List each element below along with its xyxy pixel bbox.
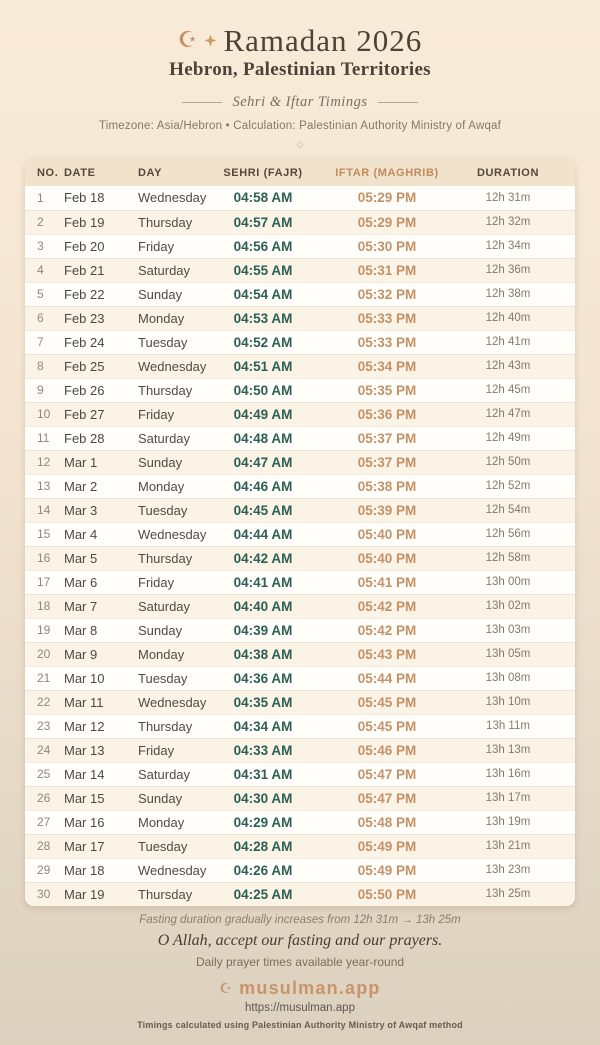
duration-cell: 12h 36m xyxy=(485,264,531,276)
brand-url: https://musulman.app xyxy=(245,1002,355,1014)
day-cell: Friday xyxy=(138,406,175,422)
iftar-time: 05:36 PM xyxy=(357,406,417,422)
table-row xyxy=(25,714,575,738)
table-row xyxy=(25,186,575,210)
duration-cell: 12h 52m xyxy=(485,480,531,492)
sehri-time: 04:47 AM xyxy=(233,454,293,470)
date-cell: Feb 25 xyxy=(64,358,105,374)
title-row xyxy=(0,25,600,56)
iftar-time: 05:34 PM xyxy=(357,358,417,374)
fasting-duration-note: Fasting duration gradually increases from 12h 31m → 13h 25m xyxy=(139,914,461,926)
iftar-time: 05:45 PM xyxy=(357,694,417,710)
sehri-time: 04:34 AM xyxy=(233,718,293,734)
duration-cell: 13h 02m xyxy=(485,600,531,612)
row-number: 22 xyxy=(37,695,51,709)
table-row xyxy=(25,498,575,522)
day-cell: Wednesday xyxy=(138,190,207,206)
day-cell: Thursday xyxy=(138,718,193,734)
row-number: 8 xyxy=(37,359,44,373)
duration-cell: 13h 13m xyxy=(485,744,531,756)
day-cell: Tuesday xyxy=(138,670,188,686)
date-cell: Mar 12 xyxy=(64,718,105,734)
iftar-time: 05:33 PM xyxy=(357,310,417,326)
location-subtitle: Hebron, Palestinian Territories xyxy=(169,59,431,80)
duration-cell: 12h 34m xyxy=(485,240,531,252)
row-number: 11 xyxy=(37,431,50,445)
date-cell: Mar 11 xyxy=(64,694,104,710)
date-cell: Mar 1 xyxy=(64,454,98,470)
date-cell: Mar 18 xyxy=(64,862,105,878)
iftar-time: 05:48 PM xyxy=(357,814,417,830)
iftar-time: 05:46 PM xyxy=(357,742,417,758)
table-row xyxy=(25,666,575,690)
day-cell: Friday xyxy=(138,238,175,254)
timetable-card xyxy=(25,159,575,906)
duration-cell: 12h 54m xyxy=(485,504,531,516)
header xyxy=(0,0,600,150)
iftar-time: 05:39 PM xyxy=(357,502,417,518)
sehri-time: 04:58 AM xyxy=(233,190,293,206)
iftar-time: 05:41 PM xyxy=(357,574,417,590)
row-number: 5 xyxy=(37,287,44,301)
date-cell: Mar 17 xyxy=(64,838,105,854)
iftar-time: 05:45 PM xyxy=(357,718,417,734)
table-row xyxy=(25,786,575,810)
divider-line-right xyxy=(378,102,418,103)
day-cell: Thursday xyxy=(138,382,193,398)
iftar-time: 05:40 PM xyxy=(357,550,417,566)
day-cell: Sunday xyxy=(138,286,183,302)
row-number: 28 xyxy=(37,839,51,853)
section-label: Sehri & Iftar Timings xyxy=(232,94,368,110)
sehri-time: 04:51 AM xyxy=(233,358,293,374)
col-header-no: NO. xyxy=(25,159,61,186)
iftar-time: 05:32 PM xyxy=(357,286,417,302)
day-cell: Wednesday xyxy=(138,862,207,878)
duration-cell: 12h 40m xyxy=(485,312,531,324)
iftar-time: 05:50 PM xyxy=(357,886,417,902)
date-cell: Mar 6 xyxy=(64,574,98,590)
table-row xyxy=(25,258,575,282)
diamond-ornament-icon: ◇ xyxy=(296,140,304,150)
table-row xyxy=(25,882,575,906)
sehri-time: 04:44 AM xyxy=(233,526,293,542)
table-row xyxy=(25,378,575,402)
row-number: 3 xyxy=(37,239,44,253)
duration-cell: 12h 49m xyxy=(485,432,531,444)
table-row xyxy=(25,546,575,570)
date-cell: Mar 19 xyxy=(64,886,105,902)
date-cell: Mar 2 xyxy=(64,478,98,494)
sehri-time: 04:50 AM xyxy=(233,382,293,398)
sehri-time: 04:35 AM xyxy=(233,694,293,710)
row-number: 12 xyxy=(37,455,51,469)
duration-cell: 13h 25m xyxy=(485,888,531,901)
duration-cell: 12h 38m xyxy=(485,288,531,300)
date-cell: Mar 14 xyxy=(64,766,105,782)
table-row xyxy=(25,426,575,450)
sehri-time: 04:33 AM xyxy=(233,742,293,758)
col-header-duration: DURATION xyxy=(459,159,575,186)
row-number: 14 xyxy=(37,503,51,517)
table-row xyxy=(25,858,575,882)
duration-cell: 13h 05m xyxy=(485,648,531,660)
col-header-day: DAY xyxy=(135,159,211,186)
date-cell: Feb 18 xyxy=(64,190,105,206)
duration-cell: 13h 11m xyxy=(486,720,530,732)
row-number: 2 xyxy=(37,215,44,229)
iftar-time: 05:35 PM xyxy=(357,382,417,398)
sehri-time: 04:45 AM xyxy=(233,502,293,518)
sehri-time: 04:30 AM xyxy=(233,790,293,806)
date-cell: Feb 21 xyxy=(64,262,105,278)
duration-cell: 12h 45m xyxy=(485,384,531,396)
date-cell: Mar 7 xyxy=(64,598,98,614)
row-number: 1 xyxy=(37,190,44,205)
table-row xyxy=(25,594,575,618)
duration-cell: 12h 50m xyxy=(485,456,531,468)
duration-cell: 13h 08m xyxy=(485,672,531,684)
duration-cell: 12h 56m xyxy=(485,528,531,540)
timetable-body xyxy=(25,186,575,906)
sehri-time: 04:56 AM xyxy=(233,238,293,254)
day-cell: Monday xyxy=(138,310,185,326)
row-number: 30 xyxy=(37,887,51,902)
brand-logo xyxy=(0,978,600,999)
row-number: 9 xyxy=(37,383,44,397)
duration-cell: 12h 41m xyxy=(485,336,531,348)
sehri-time: 04:29 AM xyxy=(233,814,293,830)
dua-quote: O Allah, accept our fasting and our prayers. xyxy=(157,932,443,949)
sehri-time: 04:52 AM xyxy=(233,334,293,350)
row-number: 13 xyxy=(37,479,51,493)
row-number: 26 xyxy=(37,791,51,805)
brand-crescent-icon: ☪ xyxy=(219,980,234,997)
table-row xyxy=(25,690,575,714)
row-number: 18 xyxy=(37,599,51,613)
day-cell: Sunday xyxy=(138,622,183,638)
duration-cell: 12h 31m xyxy=(485,191,531,204)
table-row xyxy=(25,402,575,426)
row-number: 23 xyxy=(37,719,51,733)
iftar-time: 05:49 PM xyxy=(357,838,417,854)
iftar-time: 05:47 PM xyxy=(357,790,417,806)
duration-cell: 12h 32m xyxy=(485,216,531,228)
sehri-time: 04:31 AM xyxy=(233,766,293,782)
duration-cell: 13h 23m xyxy=(485,864,531,876)
table-row xyxy=(25,570,575,594)
day-cell: Sunday xyxy=(138,454,183,470)
row-number: 15 xyxy=(37,527,51,541)
row-number: 21 xyxy=(37,671,51,685)
day-cell: Saturday xyxy=(138,598,191,614)
table-row xyxy=(25,738,575,762)
day-cell: Wednesday xyxy=(138,358,207,374)
date-cell: Feb 20 xyxy=(64,238,105,254)
date-cell: Feb 28 xyxy=(64,430,105,446)
duration-cell: 13h 17m xyxy=(485,792,531,804)
timetable-header xyxy=(25,159,575,186)
brand-name: musulman.app xyxy=(239,978,381,998)
table-row xyxy=(25,282,575,306)
date-cell: Feb 22 xyxy=(64,286,105,302)
col-header-iftar: IFTAR (MAGHRIB) xyxy=(315,159,459,186)
daily-times-note: Daily prayer times available year-round xyxy=(195,955,405,969)
sehri-time: 04:49 AM xyxy=(233,406,293,422)
table-row xyxy=(25,762,575,786)
date-cell: Feb 19 xyxy=(64,214,105,230)
iftar-time: 05:29 PM xyxy=(357,214,417,230)
duration-cell: 13h 21m xyxy=(485,840,531,852)
sehri-time: 04:36 AM xyxy=(233,670,293,686)
iftar-time: 05:49 PM xyxy=(357,862,417,878)
sehri-time: 04:26 AM xyxy=(233,862,293,878)
sehri-time: 04:54 AM xyxy=(233,286,293,302)
sehri-time: 04:46 AM xyxy=(233,478,293,494)
day-cell: Saturday xyxy=(138,766,191,782)
table-row xyxy=(25,354,575,378)
date-cell: Mar 16 xyxy=(64,814,105,830)
day-cell: Thursday xyxy=(138,214,193,230)
table-row xyxy=(25,618,575,642)
iftar-time: 05:47 PM xyxy=(357,766,417,782)
table-row xyxy=(25,306,575,330)
iftar-time: 05:33 PM xyxy=(357,334,417,350)
iftar-time: 05:29 PM xyxy=(357,190,417,206)
day-cell: Wednesday xyxy=(138,694,207,710)
day-cell: Tuesday xyxy=(138,502,188,518)
crescent-moon-icon: ☪ xyxy=(177,27,198,53)
sehri-time: 04:41 AM xyxy=(233,574,293,590)
row-number: 6 xyxy=(37,311,44,325)
sehri-time: 04:57 AM xyxy=(233,214,293,230)
day-cell: Thursday xyxy=(138,550,193,566)
page-title: Ramadan 2026 xyxy=(223,23,423,58)
date-cell: Mar 4 xyxy=(64,526,98,542)
row-number: 4 xyxy=(37,263,44,277)
sehri-time: 04:42 AM xyxy=(233,550,293,566)
iftar-time: 05:37 PM xyxy=(357,454,417,470)
row-number: 7 xyxy=(37,335,44,349)
date-cell: Feb 24 xyxy=(64,334,105,350)
date-cell: Mar 10 xyxy=(64,670,105,686)
sehri-time: 04:25 AM xyxy=(233,886,293,902)
iftar-time: 05:40 PM xyxy=(357,526,417,542)
duration-cell: 12h 47m xyxy=(485,408,531,420)
row-number: 25 xyxy=(37,767,51,781)
iftar-time: 05:44 PM xyxy=(357,670,417,686)
table-row xyxy=(25,330,575,354)
table-row xyxy=(25,450,575,474)
sehri-time: 04:38 AM xyxy=(233,646,293,662)
duration-cell: 12h 43m xyxy=(485,360,531,372)
date-cell: Mar 15 xyxy=(64,790,105,806)
table-row xyxy=(25,834,575,858)
day-cell: Tuesday xyxy=(138,838,188,854)
iftar-time: 05:42 PM xyxy=(357,622,417,638)
row-number: 29 xyxy=(37,863,51,877)
timezone-calculation-meta: Timezone: Asia/Hebron • Calculation: Palestinian Authority Ministry of Awqaf xyxy=(98,120,502,132)
duration-cell: 13h 03m xyxy=(485,624,531,636)
row-number: 24 xyxy=(37,743,51,757)
row-number: 10 xyxy=(37,407,51,421)
row-number: 19 xyxy=(37,623,51,637)
duration-cell: 13h 16m xyxy=(485,768,531,780)
iftar-time: 05:38 PM xyxy=(357,478,417,494)
day-cell: Saturday xyxy=(138,262,191,278)
date-cell: Mar 5 xyxy=(64,550,98,566)
day-cell: Monday xyxy=(138,814,185,830)
table-row xyxy=(25,642,575,666)
col-header-sehri: SEHRI (FAJR) xyxy=(211,159,315,186)
row-number: 27 xyxy=(37,815,51,829)
iftar-time: 05:43 PM xyxy=(357,646,417,662)
row-number: 17 xyxy=(37,575,51,589)
day-cell: Friday xyxy=(138,742,175,758)
day-cell: Saturday xyxy=(138,430,191,446)
sehri-time: 04:28 AM xyxy=(233,838,293,854)
calculation-method-note: Timings calculated using Palestinian Authority Ministry of Awqaf method xyxy=(137,1020,463,1030)
table-row xyxy=(25,474,575,498)
day-cell: Thursday xyxy=(138,886,193,902)
table-row xyxy=(25,810,575,834)
sehri-time: 04:48 AM xyxy=(233,430,293,446)
row-number: 16 xyxy=(37,551,51,565)
iftar-time: 05:37 PM xyxy=(357,430,417,446)
sehri-time: 04:40 AM xyxy=(233,598,293,614)
date-cell: Mar 3 xyxy=(64,502,98,518)
day-cell: Friday xyxy=(138,574,175,590)
date-cell: Mar 13 xyxy=(64,742,105,758)
table-row xyxy=(25,234,575,258)
row-number: 20 xyxy=(37,647,51,661)
day-cell: Sunday xyxy=(138,790,183,806)
duration-cell: 12h 58m xyxy=(485,552,531,564)
duration-cell: 13h 00m xyxy=(485,576,531,588)
iftar-time: 05:30 PM xyxy=(357,238,417,254)
sehri-time: 04:53 AM xyxy=(233,310,293,326)
section-divider xyxy=(0,94,600,111)
duration-cell: 13h 19m xyxy=(485,816,531,828)
iftar-time: 05:31 PM xyxy=(357,262,417,278)
col-header-date: DATE xyxy=(61,159,135,186)
table-row xyxy=(25,522,575,546)
header-row xyxy=(25,159,575,186)
duration-cell: 13h 10m xyxy=(485,696,531,708)
day-cell: Monday xyxy=(138,646,185,662)
sparkle-star-icon xyxy=(204,35,216,47)
day-cell: Tuesday xyxy=(138,334,188,350)
day-cell: Wednesday xyxy=(138,526,207,542)
sehri-time: 04:55 AM xyxy=(233,262,293,278)
sehri-time: 04:39 AM xyxy=(233,622,293,638)
date-cell: Feb 26 xyxy=(64,382,105,398)
date-cell: Mar 8 xyxy=(64,622,98,638)
divider-line-left xyxy=(182,102,222,103)
timetable xyxy=(25,159,575,906)
day-cell: Monday xyxy=(138,478,185,494)
iftar-time: 05:42 PM xyxy=(357,598,417,614)
date-cell: Feb 23 xyxy=(64,310,105,326)
date-cell: Mar 9 xyxy=(64,646,98,662)
date-cell: Feb 27 xyxy=(64,406,105,422)
table-row xyxy=(25,210,575,234)
